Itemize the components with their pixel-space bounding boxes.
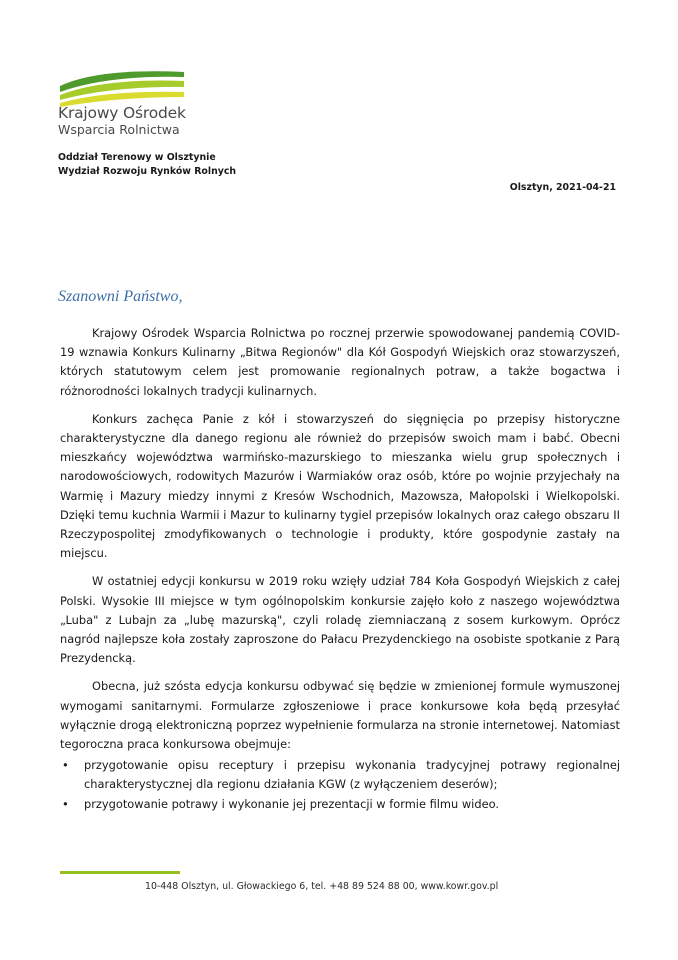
place-date: Olsztyn, 2021-04-21 xyxy=(509,182,616,193)
list-item xyxy=(60,795,620,814)
salutation: Szanowni Państwo, xyxy=(58,288,183,305)
letter-body xyxy=(60,324,620,814)
list-item xyxy=(60,756,620,794)
office-department: Oddział Terenowy w Olsztynie xyxy=(58,152,216,163)
office-division: Wydział Rozwoju Rynków Rolnych xyxy=(58,166,237,177)
footer-divider xyxy=(60,871,180,874)
paragraph: Obecna, już szósta edycja konkursu odbywać się będzie w zmienionej formule wymuszonej wymogami sanitarnymi. Formularze zgłoszeniowe i prace konkursowe koła będą przesyłać wyłącznie drogą elektroniczną poprzez wypełnienie formularza na stronie internetowej. Natomiast tegoroczna praca konkursowa obejmuje: xyxy=(60,679,620,752)
list-item-text: przygotowanie opisu receptury i przepisu wykonania tradycyjnej potrawy regionalnej charakterystycznej dla regionu działania KGW (z wyłączeniem deserów); xyxy=(84,758,620,792)
logo-name-line1: Krajowy Ośrodek xyxy=(58,104,186,122)
office-block xyxy=(58,151,236,179)
footer-address: 10-448 Olsztyn, ul. Głowackiego 6, tel. +48 89 524 88 00, www.kowr.gov.pl xyxy=(145,881,499,892)
bullet-icon: • xyxy=(62,796,69,811)
requirements-list xyxy=(60,756,620,814)
bullet-icon: • xyxy=(62,758,69,773)
paragraph: Konkurs zachęca Panie z kół i stowarzyszeń do sięgnięcia po przepisy historyczne charakterystyczne dla danego regionu ale również do przepisów swoich mam i babć. Obecni mieszkańcy województwa warmińsko-mazurskiego to mieszanka wielu grup społecznych i narodowościowych, rodowitych Mazurów i Warmiaków oraz osób, które po wojnie przyjechały na Warmię i Mazury miedzy innymi z Kresów Wschodnich, Mazowsza, Małopolski i Wielkopolski. Dzięki temu kuchnia Warmii i Mazur to kulinarny tygiel przepisów lokalnych oraz całego obszaru II Rzeczypospolitej zmodyfikowanych o technologie i produkty, które gospodynie zastały na miejscu. xyxy=(60,411,620,561)
list-item-text: przygotowanie potrawy i wykonanie jej prezentacji w formie filmu wideo. xyxy=(84,796,499,811)
paragraph: W ostatniej edycji konkursu w 2019 roku wzięły udział 784 Koła Gospodyń Wiejskich z całej Polski. Wysokie III miejsce w tym ogólnopolskim konkursie zajęło koło z naszego województwa „Luba" z Lubajn za „lubę mazurską", czyli roladę ziemniaczaną z sosem kurkowym. Oprócz nagród najlepsze koła zostały zaproszone do Pałacu Prezydenckiego na osobiste spotkanie z Parą Prezydencką. xyxy=(60,574,620,666)
logo-name-line2: Wsparcia Rolnictwa xyxy=(58,122,180,137)
paragraph: Krajowy Ośrodek Wsparcia Rolnictwa po rocznej przerwie spowodowanej pandemią COVID-19 wznawia Konkurs Kulinarny „Bitwa Regionów" dla Kół Gospodyń Wiejskich oraz stowarzyszeń, których statutowym celem jest promowanie regionalnych potraw, a także bogactwa i różnorodności lokalnych tradycji kulinarnych. xyxy=(60,326,620,398)
